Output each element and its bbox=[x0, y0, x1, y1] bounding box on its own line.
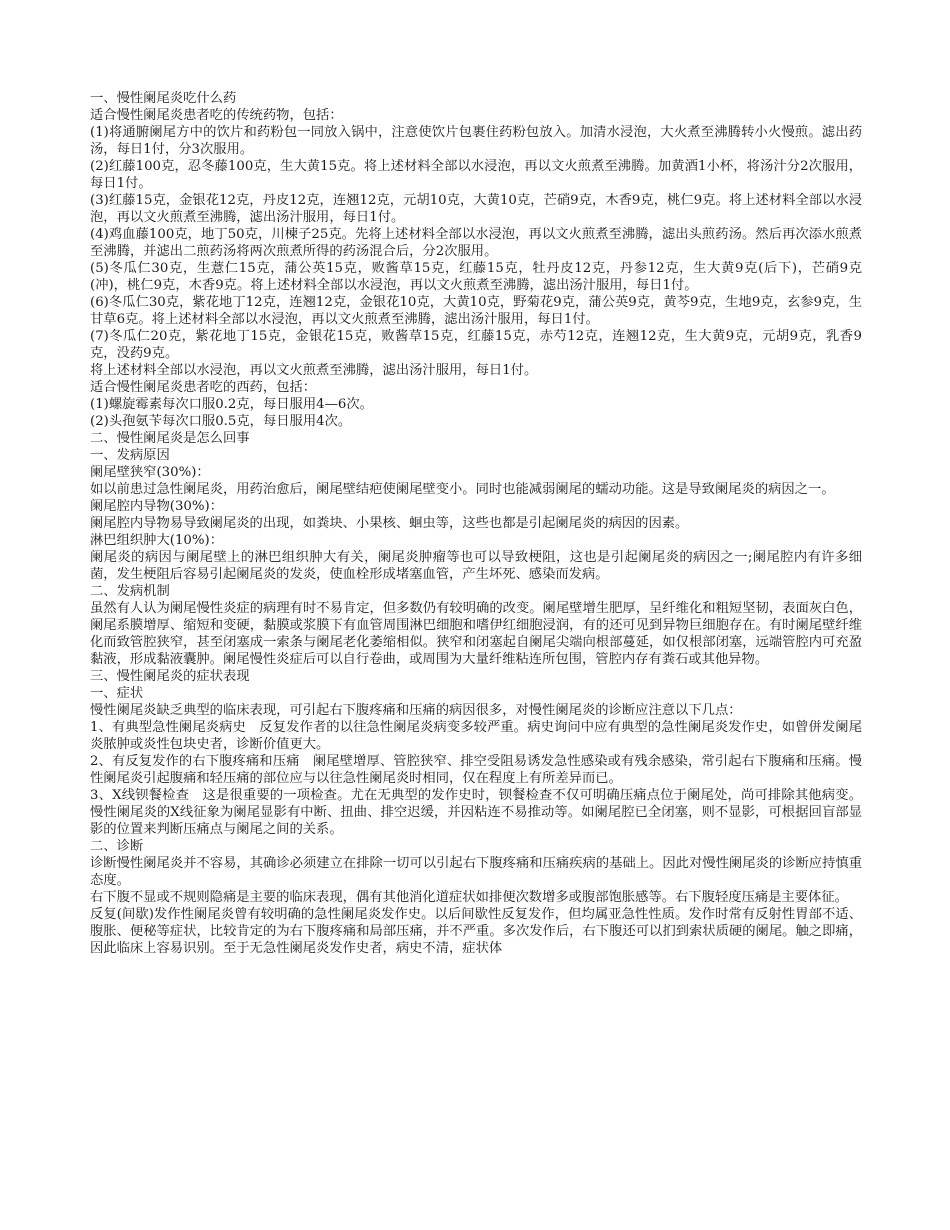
prescription-4: (4)鸡血藤100克，地丁50克，川楝子25克。先将上述材料全部以水浸泡，再以文火煎煮至沸腾，滤出头煎药汤。然后再次添水煎煮至沸腾，并滤出二煎药汤将两次煎煮所得的药汤混合后，分2次服用。 bbox=[90, 227, 862, 259]
prescription-5: (5)冬瓜仁30克，生薏仁15克，蒲公英15克，败酱草15克，红藤15克，牡丹皮12克，丹参12克，生大黄9克(后下)，芒硝9克(冲)，桃仁9克，木香9克。将上述材料全部以水浸泡，再以文火煎煮至沸腾，滤出汤汁服用，每日1付。 bbox=[90, 261, 862, 293]
subheading-symptoms: 一、症状 bbox=[90, 686, 144, 701]
cause-heading-wall-narrowing: 阑尾壁狭窄(30%)： bbox=[90, 465, 210, 480]
symptom-point-1: 1、有典型急性阑尾炎病史 反复发作者的以往急性阑尾炎病变多较严重。病史询问中应有典型的急性阑尾炎发作史，如曾併发阑尾炎脓肿或炎性包块史者，诊断价值更大。 bbox=[90, 720, 862, 752]
cause-lymph-text: 阑尾炎的病因与阑尾壁上的淋巴组织肿大有关，阑尾炎肿瘤等也可以导致梗阻，这也是引起阑尾炎的病因之一;阑尾腔内有许多细菌，发生梗阻后容易引起阑尾炎的发炎，使血栓形成堵塞血管，产生坏死、感染而发病。 bbox=[90, 550, 862, 582]
cause-foreign-body-text: 阑尾腔内导物易导致阑尾炎的出现，如粪块、小果核、蛔虫等，这些也都是引起阑尾炎的病因的因素。 bbox=[90, 516, 689, 531]
western-drug-1: (1)螺旋霉素每次口服0.2克，每日服用4—6次。 bbox=[90, 397, 373, 412]
document-body bbox=[90, 90, 862, 957]
section-heading-medicine: 一、慢性阑尾炎吃什么药 bbox=[90, 91, 237, 106]
subheading-diagnosis: 二、诊断 bbox=[90, 839, 144, 854]
prescription-6: (6)冬瓜仁30克，紫花地丁12克，连翘12克，金银花10克，大黄10克，野菊花9克，蒲公英9克，黄芩9克，生地9克，玄参9克，生甘草6克。将上述材料全部以水浸泡，再以文火煎煮至沸腾，滤出汤汁服用，每日1付。 bbox=[90, 295, 862, 327]
paragraph-tcm-intro: 适合慢性阑尾炎患者吃的传统药物，包括： bbox=[90, 108, 343, 123]
paragraph-western-intro: 适合慢性阑尾炎患者吃的西药，包括： bbox=[90, 380, 317, 395]
diagnosis-text-3: 反复(间歇)发作性阑尾炎曾有较明确的急性阑尾炎发作史。以后间歇性反复发作，但均属亚急性性质。发作时常有反射性胃部不适、腹胀、便秘等症状，比较肯定的为右下腹疼痛和局部压痛，并不严重。多次发作后，右下腹还可以扪到索状质硬的阑尾。触之即痛，因此临床上容易识别。至于无急性阑尾炎发作史者，病史不清，症状体 bbox=[90, 907, 862, 956]
diagnosis-text-2: 右下腹不显或不规则隐痛是主要的临床表现，偶有其他消化道症状如排便次数增多或腹部饱胀感等。右下腹轻度压痛是主要体征。 bbox=[90, 890, 848, 905]
subheading-mechanism: 二、发病机制 bbox=[90, 584, 170, 599]
prescription-2: (2)红藤100克，忍冬藤100克，生大黄15克。将上述材料全部以水浸泡，再以文火煎煮至沸腾。加黄酒1小杯，将汤汁分2次服用，每日1付。 bbox=[90, 159, 862, 191]
symptom-point-2: 2、有反复发作的右下腹疼痛和压痛 阑尾壁增厚、管腔狭窄、排空受阻易诱发急性感染或有残余感染，常引起右下腹痛和压痛。慢性阑尾炎引起腹痛和轻压痛的部位应与以往急性阑尾炎时相同，仅在程度上有所差异而已。 bbox=[90, 754, 862, 786]
symptoms-intro: 慢性阑尾炎缺乏典型的临床表现，可引起右下腹疼痛和压痛的病因很多，对慢性阑尾炎的诊断应注意以下几点： bbox=[90, 703, 742, 718]
diagnosis-text-1: 诊断慢性阑尾炎并不容易，其确诊必须建立在排除一切可以引起右下腹疼痛和压痛疾病的基础上。因此对慢性阑尾炎的诊断应持慎重态度。 bbox=[90, 856, 862, 888]
subheading-pathogenesis: 一、发病原因 bbox=[90, 448, 170, 463]
symptom-point-3: 3、X线钡餐检查 这是很重要的一项检查。尤在无典型的发作史时，钡餐检查不仅可明确压痛点位于阑尾处，尚可排除其他病变。慢性阑尾炎的X线征象为阑尾显影有中断、扭曲、排空迟缓，并因粘连不易推动等。如阑尾腔已全闭塞，则不显影，可根据回盲部显影的位置来判断压痛点与阑尾之间的关系。 bbox=[90, 788, 862, 837]
western-drug-2: (2)头孢氨苄每次口服0.5克，每日服用4次。 bbox=[90, 414, 352, 429]
prescription-1: (1)将通腑阑尾方中的饮片和药粉包一同放入锅中，注意使饮片包裹住药粉包放入。加清水浸泡，大火煮至沸腾转小火慢煎。滤出药汤，每日1付，分3次服用。 bbox=[90, 125, 862, 157]
prescription-3: (3)红藤15克，金银花12克，丹皮12克，连翘12克，元胡10克，大黄10克，芒硝9克，木香9克，桃仁9克。将上述材料全部以水浸泡，再以文火煎煮至沸腾，滤出汤汁服用，每日1付。 bbox=[90, 193, 862, 225]
cause-heading-foreign-body: 阑尾腔内导物(30%)： bbox=[90, 499, 224, 514]
prescription-7-method: 将上述材料全部以水浸泡，再以文火煎煮至沸腾，滤出汤汁服用，每日1付。 bbox=[90, 363, 538, 378]
section-heading-symptoms: 三、慢性阑尾炎的症状表现 bbox=[90, 669, 250, 684]
prescription-7: (7)冬瓜仁20克，紫花地丁15克，金银花15克，败酱草15克，红藤15克，赤芍12克，连翘12克，生大黄9克，元胡9克，乳香9克，没药9克。 bbox=[90, 329, 862, 361]
cause-wall-narrowing-text: 如以前患过急性阑尾炎，用药治愈后，阑尾壁结疤使阑尾壁变小。同时也能减弱阑尾的蠕动功能。这是导致阑尾炎的病因之一。 bbox=[90, 482, 835, 497]
cause-heading-lymph: 淋巴组织肿大(10%)： bbox=[90, 533, 224, 548]
mechanism-text: 虽然有人认为阑尾慢性炎症的病理有时不易肯定，但多数仍有较明确的改变。阑尾壁增生肥厚，呈纤维化和粗短坚韧，表面灰白色，阑尾系膜增厚、缩短和变硬，黏膜或浆膜下有血管周围淋巴细胞和嗜伊红细胞浸润，有的还可见到异物巨细胞存在。有时阑尾壁纤维化而致管腔狭窄，甚至闭塞成一索条与阑尾老化萎缩相似。狭窄和闭塞起自阑尾尖端向根部蔓延，如仅根部闭塞，远端管腔内可充盈黏液，形成黏液囊肿。阑尾慢性炎症后可以自行卷曲，或周围为大量纤维粘连所包围，管腔内存有粪石或其他异物。 bbox=[90, 601, 862, 667]
section-heading-cause: 二、慢性阑尾炎是怎么回事 bbox=[90, 431, 250, 446]
